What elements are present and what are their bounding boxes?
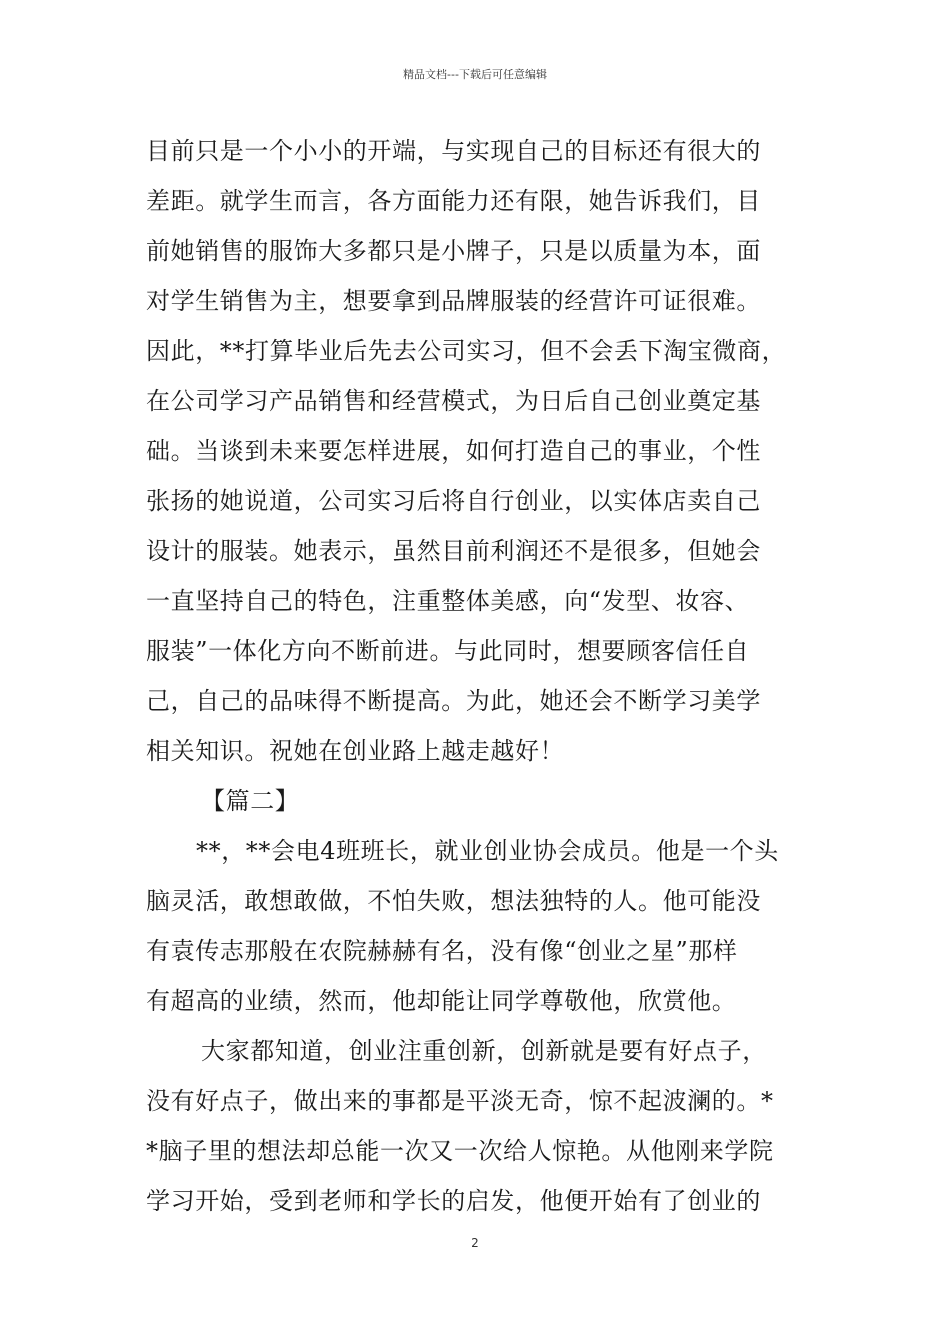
- body-line: 有超高的业绩，然而，他却能让同学尊敬他，欣赏他。: [146, 987, 737, 1015]
- page-number: 2: [471, 1236, 479, 1250]
- paragraph-first-line: 大家都知道，创业注重创新，创新就是要有好点子，: [201, 1037, 767, 1065]
- body-line: *脑子里的想法却总能一次又一次给人惊艳。从他刚来学院: [146, 1137, 774, 1165]
- body-line: 学习开始，受到老师和学长的启发，他便开始有了创业的: [146, 1187, 761, 1215]
- body-line: 对学生销售为主，想要拿到品牌服装的经营许可证很难。: [146, 287, 761, 315]
- body-line: 脑灵活，敢想敢做，不怕失败，想法独特的人。他可能没: [146, 887, 761, 915]
- section-heading: 【篇二】: [201, 787, 300, 815]
- body-line: 差距。就学生而言，各方面能力还有限，她告诉我们，目: [146, 187, 761, 215]
- body-line: 张扬的她说道，公司实习后将自行创业，以实体店卖自己: [146, 487, 761, 515]
- body-line: 没有好点子，做出来的事都是平淡无奇，惊不起波澜的。*: [146, 1087, 774, 1115]
- body-line: 己，自己的品味得不断提高。为此，她还会不断学习美学: [146, 687, 761, 715]
- body-line: 有袁传志那般在农院赫赫有名，没有像“创业之星”那样: [146, 937, 738, 965]
- body-line: 设计的服装。她表示，虽然目前利润还不是很多，但她会: [146, 537, 761, 565]
- body-line: 在公司学习产品销售和经营模式，为日后自己创业奠定基: [146, 387, 761, 415]
- body-line: 因此，**打算毕业后先去公司实习，但不会丢下淘宝微商，: [146, 337, 787, 365]
- document-body: [146, 126, 816, 1226]
- body-line: 目前只是一个小小的开端，与实现自己的目标还有很大的: [146, 137, 761, 165]
- body-line: 相关知识。祝她在创业路上越走越好！: [146, 737, 565, 765]
- body-line: 一直坚持自己的特色，注重整体美感，向“发型、妆容、: [146, 587, 750, 615]
- body-line: 前她销售的服饰大多都只是小牌子，只是以质量为本，面: [146, 237, 761, 265]
- body-line: 服装”一体化方向不断前进。与此同时，想要顾客信任自: [146, 637, 750, 665]
- document-header: 精品文档---下载后可任意编辑: [403, 68, 547, 81]
- body-line: 础。当谈到未来要怎样进展，如何打造自己的事业，个性: [146, 437, 761, 465]
- paragraph-first-line: **，**会电4班班长，就业创业协会成员。他是一个头: [196, 837, 779, 865]
